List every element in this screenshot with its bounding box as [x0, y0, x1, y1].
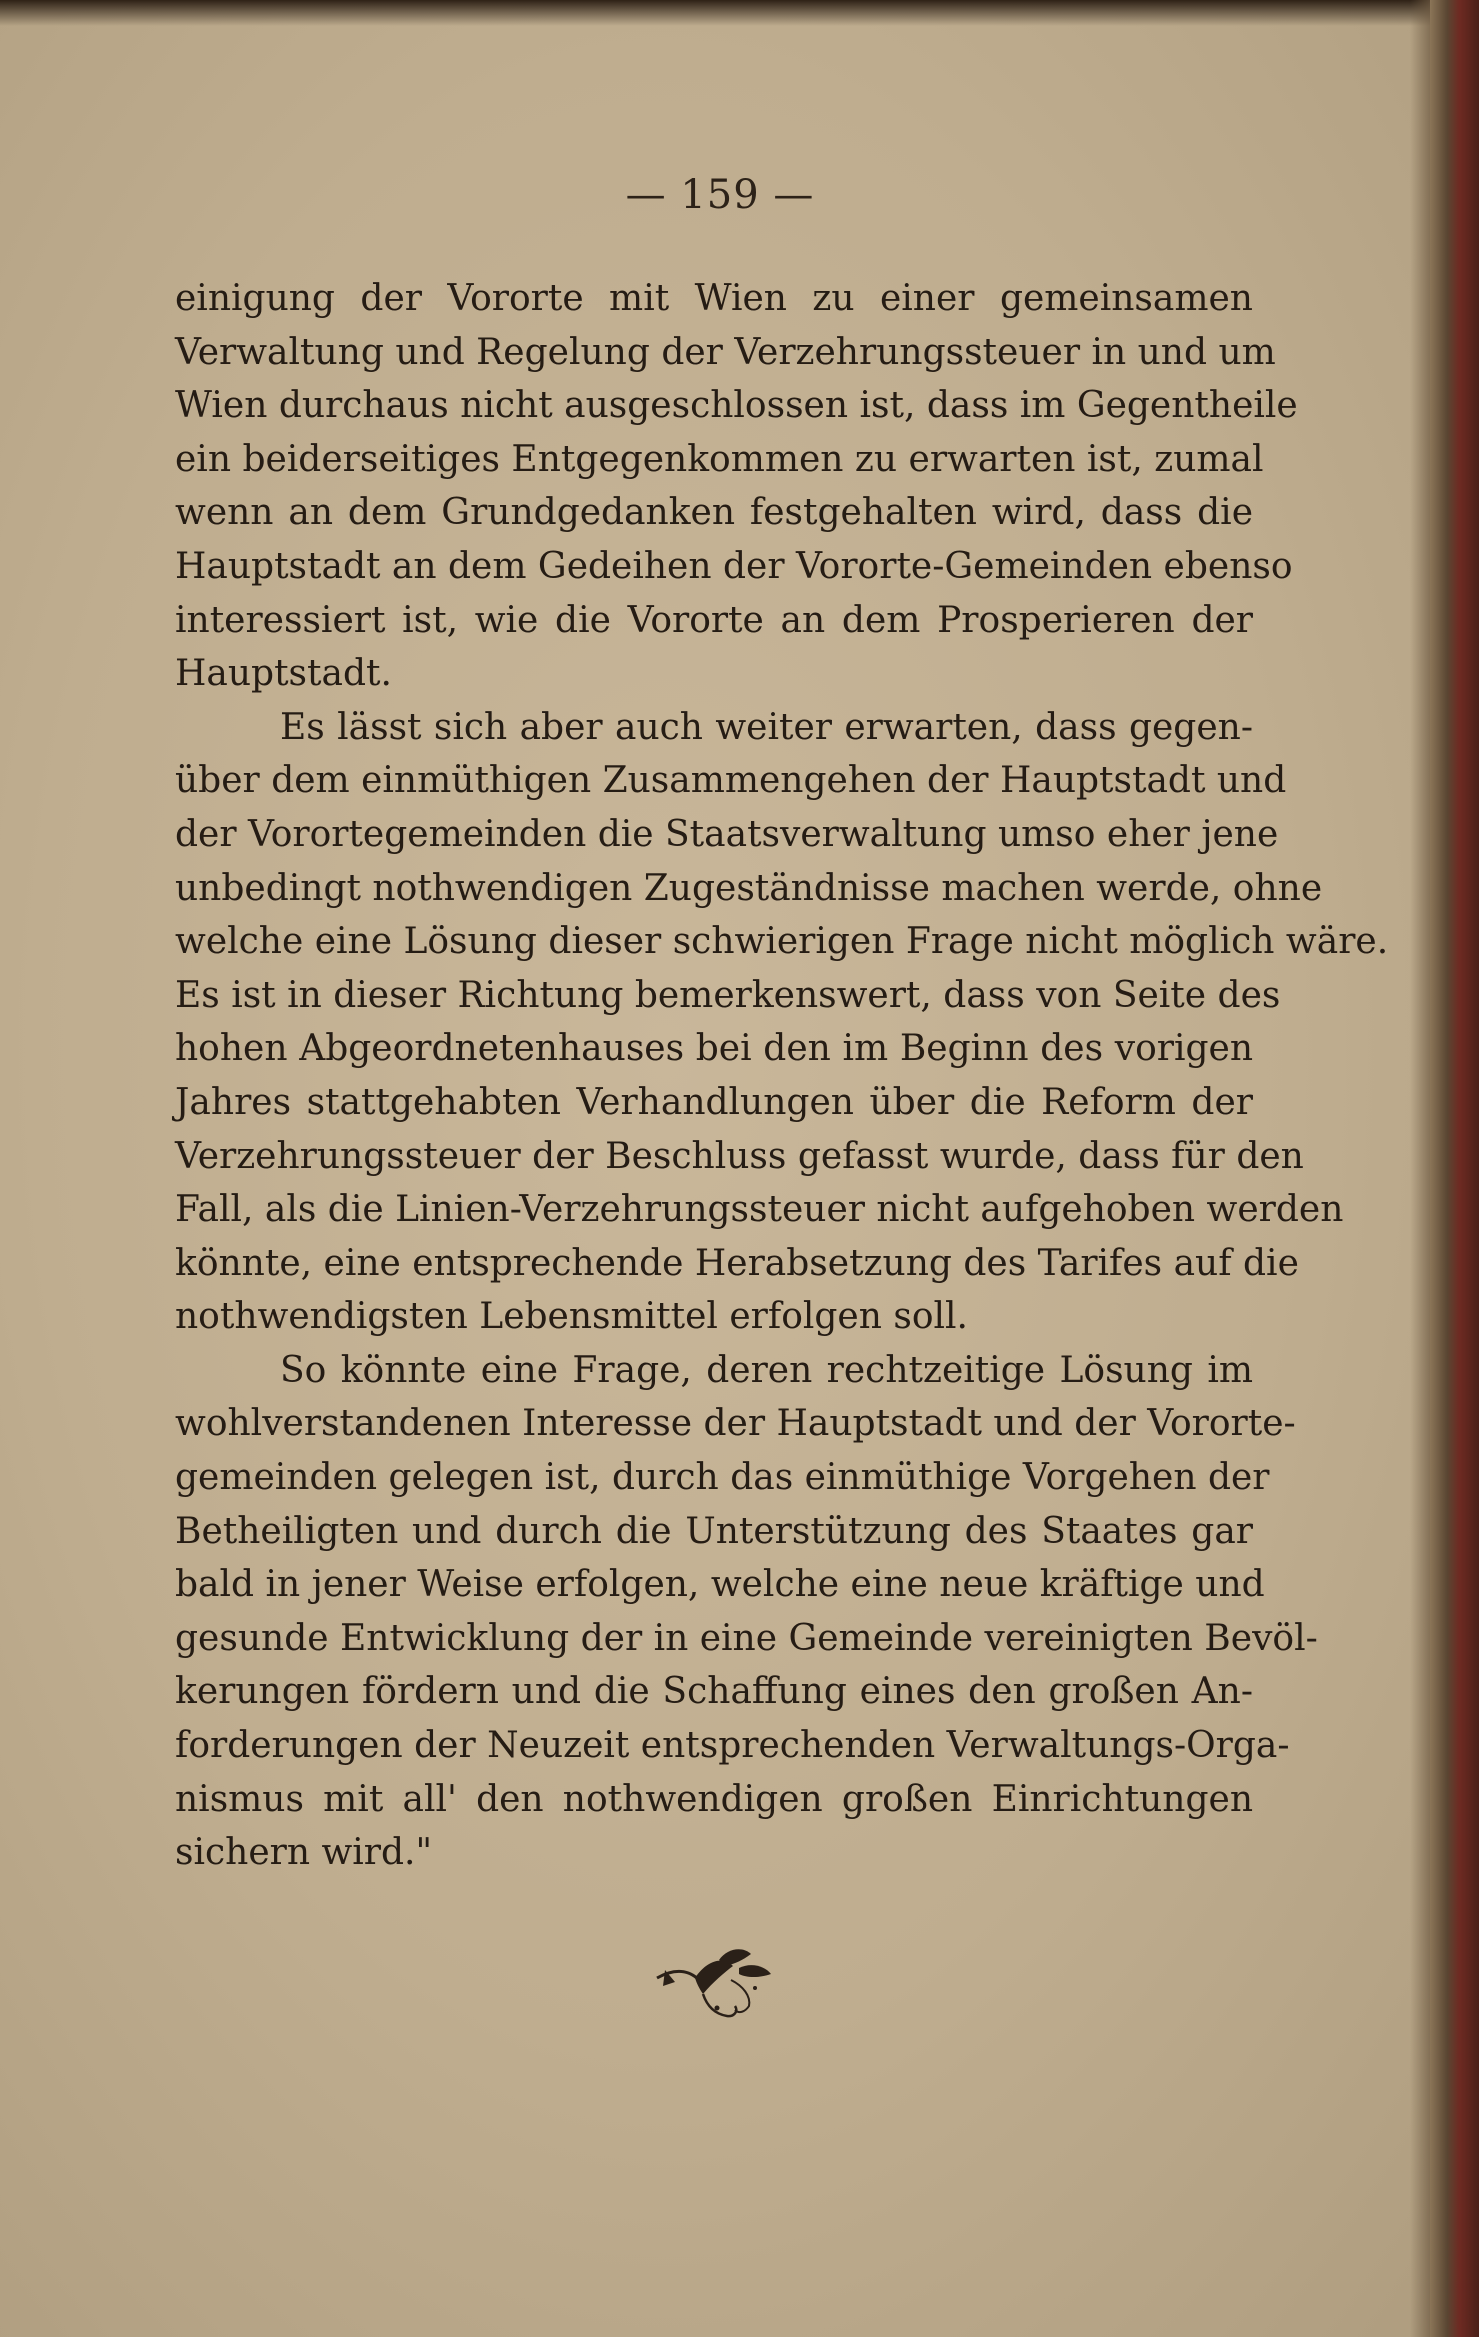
text-line: unbedingt nothwendigen Zugeständnisse machen werde, ohne	[175, 867, 1323, 909]
text-line: nothwendigsten Lebensmittel erfolgen soll.	[175, 1296, 968, 1338]
text-line: Fall, als die Linien-Verzehrungssteuer nicht aufgehoben werden	[175, 1189, 1344, 1231]
text-line: So könnte eine Frage, deren rechtzeitige Lösung im	[280, 1349, 1253, 1391]
text-line: Hauptstadt.	[175, 653, 392, 695]
floral-vignette-icon	[655, 1942, 785, 2022]
text-line: über dem einmüthigen Zusammengehen der Hauptstadt und	[175, 760, 1287, 802]
text-line: Es ist in dieser Richtung bemerkenswert, dass von Seite des	[175, 974, 1281, 1016]
text-line: wohlverstandenen Interesse der Hauptstadt und der Vororte-	[175, 1403, 1296, 1445]
text-line: nismus mit all' den nothwendigen großen Einrichtungen	[175, 1778, 1253, 1820]
text-line: sichern wird."	[175, 1832, 433, 1874]
text-line: Hauptstadt an dem Gedeihen der Vororte-Gemeinden ebenso	[175, 545, 1293, 587]
text-line: Wien durchaus nicht ausgeschlossen ist, dass im Gegentheile	[175, 385, 1298, 427]
text-line: hohen Abgeordnetenhauses bei den im Beginn des vorigen	[175, 1028, 1253, 1070]
text-line: welche eine Lösung dieser schwierigen Frage nicht möglich wäre.	[175, 921, 1389, 963]
text-line: gemeinden gelegen ist, durch das einmüthige Vorgehen der	[175, 1457, 1270, 1499]
text-line: Betheiligten und durch die Unterstützung des Staates gar	[175, 1510, 1253, 1552]
page-number: — 159 —	[625, 172, 815, 218]
text-line: Jahres stattgehabten Verhandlungen über die Reform der	[175, 1081, 1253, 1123]
text-line: einigung der Vororte mit Wien zu einer gemeinsamen	[175, 278, 1253, 319]
text-line: könnte, eine entsprechende Herabsetzung des Tarifes auf die	[175, 1242, 1299, 1284]
text-line: wenn an dem Grundgedanken festgehalten wird, dass die	[175, 492, 1253, 534]
body-text	[175, 272, 1389, 1880]
text-line: Verzehrungssteuer der Beschluss gefasst wurde, dass für den	[175, 1135, 1304, 1177]
page-edge-shadow	[1410, 0, 1430, 2337]
text-line: Verwaltung und Regelung der Verzehrungssteuer in und um	[175, 331, 1276, 373]
text-line: der Vorortegemeinden die Staatsverwaltung umso eher jene	[175, 813, 1279, 855]
top-shadow	[0, 0, 1479, 26]
text-line: gesunde Entwicklung der in eine Gemeinde vereinigten Bevöl-	[175, 1617, 1318, 1659]
text-line: ein beiderseitiges Entgegenkommen zu erwarten ist, zumal	[175, 438, 1264, 480]
text-line: bald in jener Weise erfolgen, welche eine neue kräftige und	[175, 1564, 1265, 1606]
text-line: interessiert ist, wie die Vororte an dem Prosperieren der	[175, 599, 1253, 641]
text-line: forderungen der Neuzeit entsprechenden Verwaltungs-Orga-	[175, 1725, 1290, 1767]
book-spine	[1430, 0, 1479, 2337]
text-line: kerungen fördern und die Schaffung eines den großen An-	[175, 1671, 1253, 1713]
text-line: Es lässt sich aber auch weiter erwarten, dass gegen-	[280, 706, 1253, 748]
